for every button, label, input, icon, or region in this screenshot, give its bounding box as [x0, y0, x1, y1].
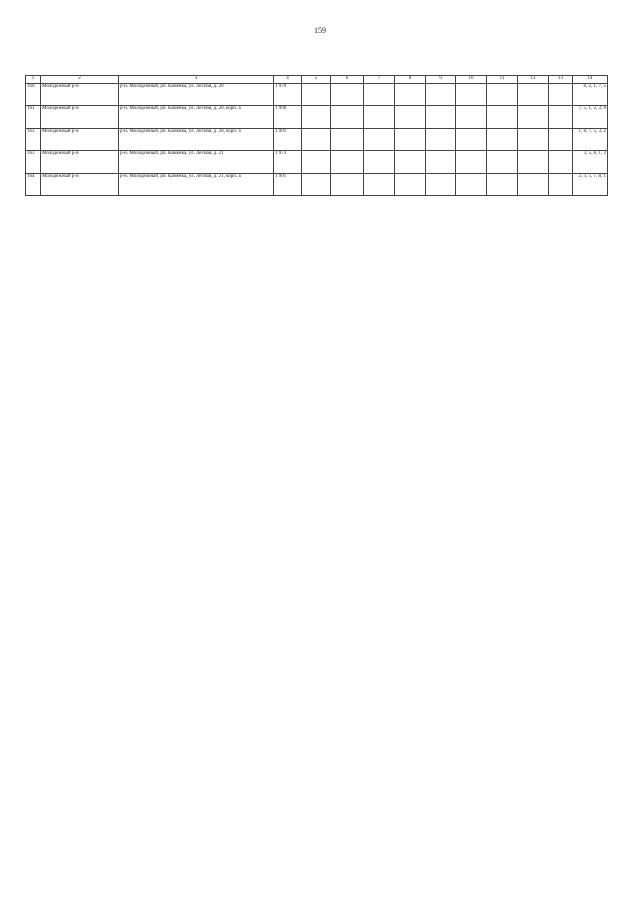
- cell-c14: 3, 5, 8, 1, 2: [573, 151, 608, 173]
- cell-c6: [331, 151, 364, 173]
- cell-c9: [426, 106, 456, 128]
- cell-c5: [302, 84, 331, 106]
- cell-c11: [487, 128, 518, 150]
- cell-c7: [364, 106, 395, 128]
- cell-n: 160: [26, 84, 41, 106]
- cell-n: 163: [26, 151, 41, 173]
- cell-c9: [426, 84, 456, 106]
- table-row: [26, 84, 608, 106]
- cell-c6: [331, 106, 364, 128]
- cell-c8: [395, 128, 426, 150]
- cell-c11: [487, 106, 518, 128]
- cell-addr: р-н. Молодежный, рп. Каменка, ул. Лесная, д. 21: [119, 151, 274, 173]
- cell-c11: [487, 173, 518, 195]
- column-header-5: 5: [302, 76, 331, 84]
- cell-c12: [518, 106, 549, 128]
- cell-c13: [549, 151, 573, 173]
- cell-c14: 2, 3, 5, 7, 8, 1: [573, 173, 608, 195]
- cell-n: 161: [26, 106, 41, 128]
- cell-c10: [456, 84, 487, 106]
- cell-year: 1 970: [274, 84, 302, 106]
- cell-c11: [487, 151, 518, 173]
- column-header-9: 9: [426, 76, 456, 84]
- cell-addr: р-н. Молодежный, рп. Каменка, ул. Лесная, д. 20, корп. а: [119, 106, 274, 128]
- cell-cat: Молодежный р-н: [41, 151, 119, 173]
- cell-c6: [331, 128, 364, 150]
- column-header-6: 6: [331, 76, 364, 84]
- cell-year: 1 990: [274, 106, 302, 128]
- register-table: [25, 75, 608, 196]
- cell-c9: [426, 128, 456, 150]
- cell-c9: [426, 173, 456, 195]
- cell-c5: [302, 106, 331, 128]
- cell-c14: 8, 2, 1, 7, 5: [573, 84, 608, 106]
- cell-c10: [456, 106, 487, 128]
- column-header-12: 12: [518, 76, 549, 84]
- cell-c12: [518, 151, 549, 173]
- cell-c5: [302, 128, 331, 150]
- cell-c7: [364, 84, 395, 106]
- cell-c7: [364, 151, 395, 173]
- table-header: [26, 76, 608, 84]
- table-row: [26, 106, 608, 128]
- column-header-10: 10: [456, 76, 487, 84]
- table-body: [26, 84, 608, 196]
- column-header-3: 3: [119, 76, 274, 84]
- cell-addr: р-н. Молодежный, рп. Каменка, ул. Лесная, д. 20: [119, 84, 274, 106]
- cell-cat: Молодежный р-н: [41, 106, 119, 128]
- cell-addr: р-н. Молодежный, рп. Каменка, ул. Лесная, д. 20, корп. б: [119, 128, 274, 150]
- cell-c13: [549, 128, 573, 150]
- cell-c12: [518, 84, 549, 106]
- table-row: [26, 128, 608, 150]
- table-row: [26, 173, 608, 195]
- cell-c10: [456, 128, 487, 150]
- cell-c14: 7, 5, 1, 2, 3, 8: [573, 106, 608, 128]
- column-header-11: 11: [487, 76, 518, 84]
- cell-c8: [395, 106, 426, 128]
- cell-c5: [302, 151, 331, 173]
- cell-c13: [549, 173, 573, 195]
- column-header-7: 7: [364, 76, 395, 84]
- cell-year: 1 973: [274, 151, 302, 173]
- cell-c10: [456, 173, 487, 195]
- cell-c11: [487, 84, 518, 106]
- cell-c8: [395, 173, 426, 195]
- cell-addr: р-н. Молодежный, рп. Каменка, ул. Лесная, д. 21, корп. а: [119, 173, 274, 195]
- column-header-14: 14: [573, 76, 608, 84]
- cell-c8: [395, 151, 426, 173]
- cell-c13: [549, 106, 573, 128]
- cell-c12: [518, 128, 549, 150]
- cell-c5: [302, 173, 331, 195]
- cell-c9: [426, 151, 456, 173]
- cell-c7: [364, 173, 395, 195]
- cell-c8: [395, 84, 426, 106]
- cell-c6: [331, 173, 364, 195]
- cell-c14: 1, 8, 7, 5, 3, 2: [573, 128, 608, 150]
- column-header-2: 2: [41, 76, 119, 84]
- column-header-1: 1: [26, 76, 41, 84]
- cell-n: 162: [26, 128, 41, 150]
- cell-n: 164: [26, 173, 41, 195]
- column-header-13: 13: [549, 76, 573, 84]
- header-row: [26, 76, 608, 84]
- column-header-8: 8: [395, 76, 426, 84]
- cell-cat: Молодежный р-н: [41, 173, 119, 195]
- table-row: [26, 151, 608, 173]
- cell-cat: Молодежный р-н: [41, 84, 119, 106]
- cell-year: 1 991: [274, 128, 302, 150]
- cell-c7: [364, 128, 395, 150]
- cell-year: 1 991: [274, 173, 302, 195]
- cell-c10: [456, 151, 487, 173]
- cell-c6: [331, 84, 364, 106]
- cell-c13: [549, 84, 573, 106]
- cell-cat: Молодежный р-н: [41, 128, 119, 150]
- column-header-4: 4: [274, 76, 302, 84]
- page-number: 159: [314, 26, 326, 35]
- cell-c12: [518, 173, 549, 195]
